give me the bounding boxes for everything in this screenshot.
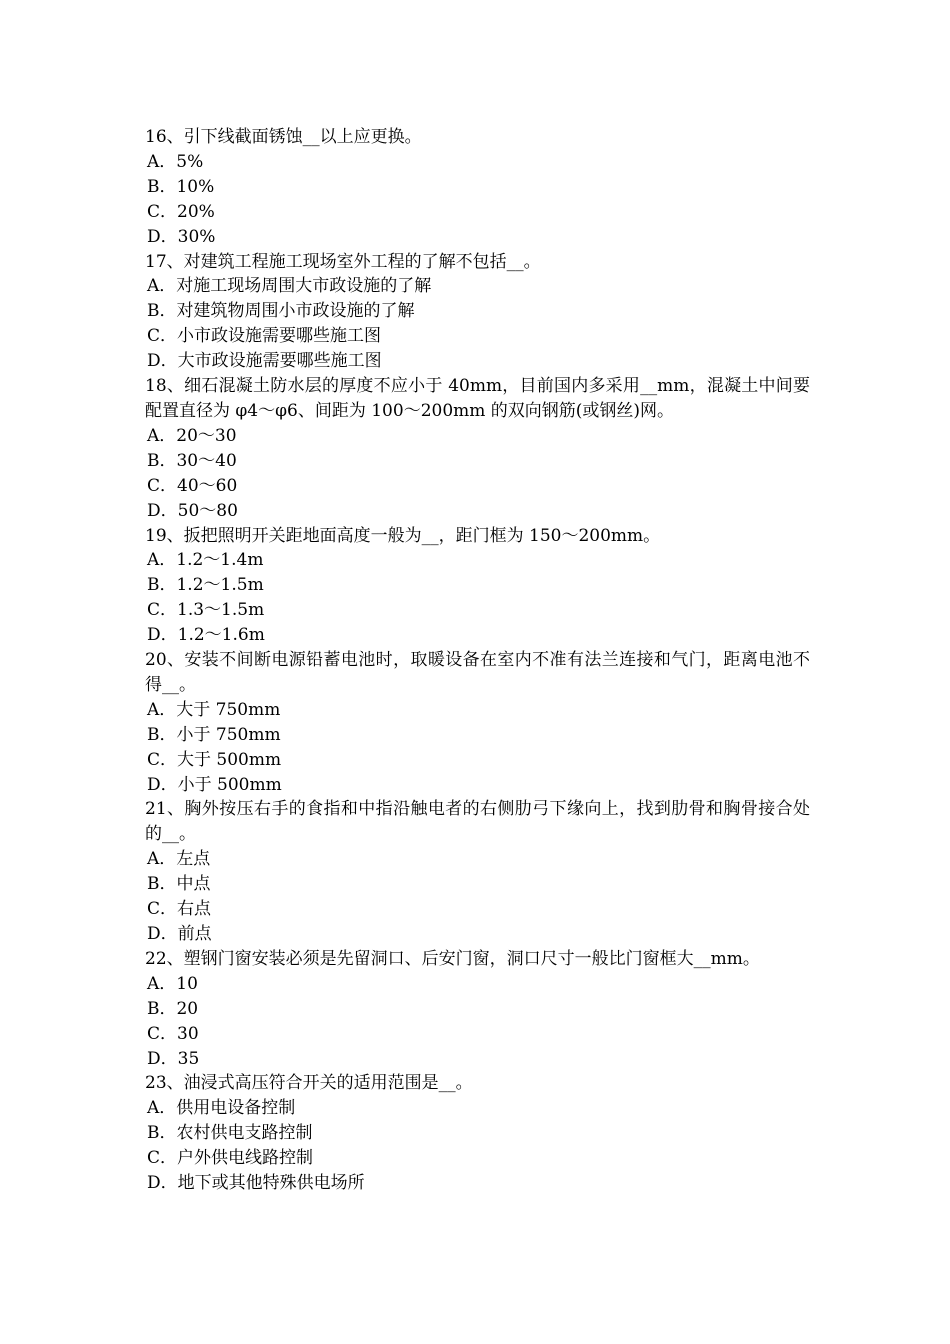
question-stem: 18、细石混凝土防水层的厚度不应小于 40mm，目前国内多采用__mm，混凝土中间要配置直径为 φ4～φ6、间距为 100～200mm 的双向钢筋(或钢丝)网。 [145,376,810,421]
option-b: B．30～40 [147,450,237,471]
option-c: C．小市政设施需要哪些施工图 [147,326,382,347]
option-a: A．大于 750mm [147,699,281,720]
question-stem: 17、对建筑工程施工现场室外工程的了解不包括__。 [145,251,541,272]
question-stem: 19、扳把照明开关距地面高度一般为__，距门框为 150～200mm。 [145,525,661,546]
option-b: B．小于 750mm [147,724,281,745]
question-21 [145,797,810,946]
question-list [145,125,810,1196]
option-c: C．户外供电线路控制 [147,1148,314,1169]
question-stem: 22、塑钢门窗安装必须是先留洞口、后安门窗，洞口尺寸一般比门窗框大__mm。 [145,948,760,969]
question-17 [145,250,810,375]
option-a: A．1.2～1.4m [147,550,264,571]
option-a: A．5% [147,151,204,172]
option-a: A．20～30 [147,425,237,446]
option-d: D．35 [147,1048,200,1069]
option-c: C．1.3～1.5m [147,600,265,621]
option-d: D．大市政设施需要哪些施工图 [147,351,382,372]
question-stem: 23、油浸式高压符合开关的适用范围是__。 [145,1073,473,1094]
question-stem: 20、安装不间断电源铅蓄电池时，取暖设备在室内不准有法兰连接和气门，距离电池不得__。 [145,650,810,695]
option-a: A．对施工现场周围大市政设施的了解 [147,276,432,297]
option-c: C．20% [147,201,215,222]
question-19 [145,524,810,649]
option-d: D．地下或其他特殊供电场所 [147,1173,365,1194]
option-c: C．30 [147,1023,199,1044]
option-c: C．右点 [147,899,212,920]
option-a: A．供用电设备控制 [147,1098,296,1119]
option-b: B．农村供电支路控制 [147,1123,313,1144]
option-d: D．50～80 [147,500,238,521]
question-stem: 21、胸外按压右手的食指和中指沿触电者的右侧肋弓下缘向上，找到肋骨和胸骨接合处的__。 [145,799,810,845]
option-b: B．20 [147,998,199,1019]
question-18 [145,374,810,523]
question-20 [145,648,810,797]
option-c: C．大于 500mm [147,749,282,770]
option-a: A．10 [147,973,198,994]
option-b: B．中点 [147,874,211,895]
option-c: C．40～60 [147,475,238,496]
question-16 [145,125,810,250]
option-b: B．1.2～1.5m [147,575,264,596]
option-b: B．对建筑物周围小市政设施的了解 [147,301,415,322]
option-d: D．1.2～1.6m [147,625,265,646]
option-d: D．前点 [147,924,212,944]
question-stem: 16、引下线截面锈蚀__以上应更换。 [145,127,422,147]
option-b: B．10% [147,176,215,197]
option-d: D．小于 500mm [147,774,282,795]
question-22 [145,947,810,1072]
option-d: D．30% [147,226,216,247]
question-23 [145,1071,810,1196]
option-a: A．左点 [147,849,211,870]
